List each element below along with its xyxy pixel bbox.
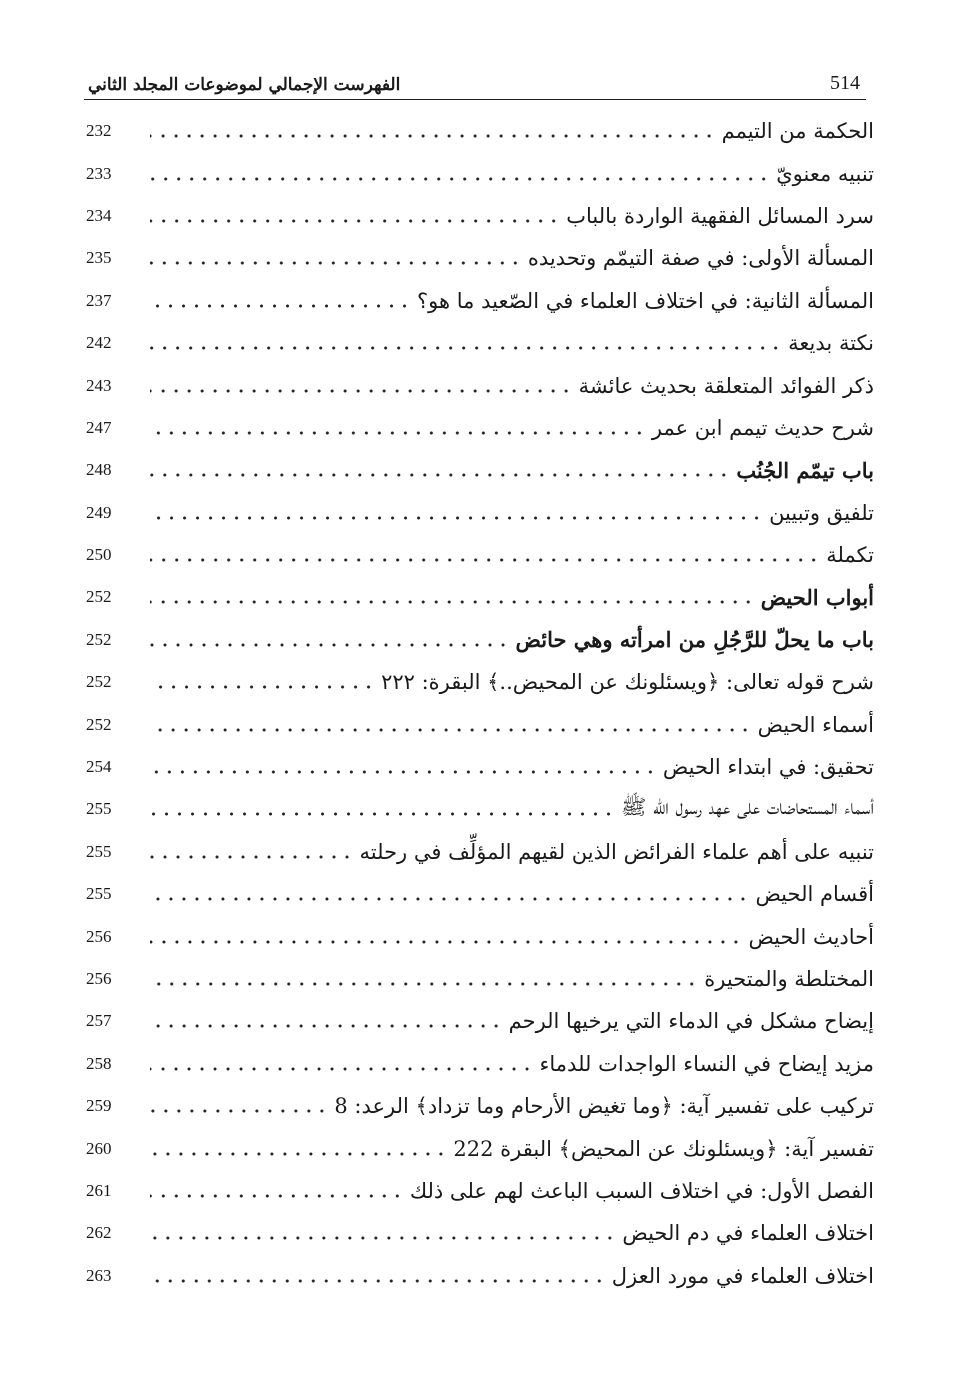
toc-entry (84, 873, 874, 915)
toc-entry (84, 661, 874, 703)
dot-leader (150, 936, 742, 948)
toc-title: تلفيق وتبيين (769, 500, 874, 525)
dot-leader (150, 215, 560, 227)
toc-title: الحكمة من التيمم (721, 119, 874, 144)
toc-title: المسألة الثانية: في اختلاف العلماء في الصّعيد ما هو؟ (417, 288, 874, 313)
toc-page-number: 261 (86, 1180, 112, 1200)
toc-page-number: 260 (86, 1138, 112, 1158)
dot-leader (150, 808, 615, 820)
toc-title: المختلطة والمتحيرة (704, 967, 874, 991)
dot-leader (150, 257, 522, 269)
page-header (84, 58, 866, 100)
toc-title: تكملة (826, 543, 874, 568)
toc-entry (84, 322, 874, 364)
toc-title: أقسام الحيض (755, 882, 874, 907)
dot-leader (150, 554, 820, 566)
toc-page-number: 262 (86, 1223, 112, 1243)
dot-leader (150, 385, 573, 397)
toc-entry (84, 958, 874, 1000)
toc-page-number: 248 (86, 460, 112, 480)
toc-entry (84, 831, 874, 873)
toc-title: أسماء المستحاضات على عهد رسول الله ﷺ (621, 794, 874, 819)
toc-title: تنبيه معنويّ (776, 161, 874, 186)
toc-page-number: 254 (86, 757, 112, 777)
dot-leader (150, 1063, 534, 1075)
dot-leader (150, 173, 770, 185)
toc-page-number: 247 (86, 417, 112, 437)
toc-entry (84, 534, 874, 576)
toc-page-number: 252 (86, 587, 112, 607)
toc-entry (84, 1085, 874, 1127)
dot-leader (150, 130, 716, 142)
dot-leader (150, 978, 698, 990)
toc-entry (84, 449, 874, 491)
dot-leader (150, 851, 354, 863)
toc-title: تنبيه على أهم علماء الفرائض الذين لقيهم المؤلِّف في رحلته (359, 839, 874, 864)
toc-entry (84, 576, 874, 618)
toc-entry (84, 110, 874, 152)
toc-title: إيضاح مشكل في الدماء التي يرخيها الرحم (508, 1009, 874, 1034)
toc-title: تحقيق: في ابتداء الحيض (662, 755, 874, 780)
toc-title: المسألة الأولى: في صفة التيمّم وتحديده (527, 246, 874, 271)
toc-entry (84, 1255, 874, 1297)
toc-title: شرح قوله تعالى: ﴿ويسئلونك عن المحيض..﴾ البقرة: ٢٢٢ (381, 670, 874, 695)
toc-title: اختلاف العلماء في مورد العزل (611, 1263, 874, 1288)
dot-leader (150, 469, 730, 481)
toc-entry (84, 492, 874, 534)
toc-page-number: 252 (86, 629, 112, 649)
toc-page-number: 233 (86, 163, 112, 183)
toc-page-number: 249 (86, 502, 112, 522)
toc-entry (84, 788, 874, 830)
toc-page-number: 232 (86, 121, 112, 141)
toc-page-number: 256 (86, 926, 112, 946)
toc-title: سرد المسائل الفقهية الواردة بالباب (566, 203, 874, 228)
dot-leader (150, 342, 782, 354)
dot-leader (150, 1020, 503, 1032)
toc-page-number: 234 (86, 205, 112, 225)
toc-title: شرح حديث تيمم ابن عمر (651, 415, 874, 440)
table-of-contents (84, 110, 874, 1297)
toc-entry (84, 1212, 874, 1254)
toc-title: أبواب الحيض (760, 584, 874, 610)
dot-leader (150, 427, 646, 439)
toc-page-number: 255 (86, 799, 112, 819)
dot-leader (150, 766, 657, 778)
toc-title: اختلاف العلماء في دم الحيض (622, 1221, 874, 1246)
dot-leader (150, 596, 755, 608)
toc-page-number: 235 (86, 248, 112, 268)
dot-leader (150, 681, 375, 693)
toc-title: أسماء الحيض (757, 712, 874, 737)
dot-leader (150, 639, 510, 651)
dot-leader (150, 1105, 328, 1117)
toc-page-number: 255 (86, 841, 112, 861)
toc-title: باب تيمّم الجُنُب (736, 457, 874, 483)
toc-title: أحاديث الحيض (748, 924, 874, 949)
toc-entry (84, 1127, 874, 1169)
toc-entry (84, 1043, 874, 1085)
dot-leader (150, 1148, 447, 1160)
toc-page-number: 252 (86, 672, 112, 692)
toc-entry (84, 1170, 874, 1212)
toc-page-number: 255 (86, 884, 112, 904)
toc-page-number: 258 (86, 1053, 112, 1073)
toc-page-number: 256 (86, 969, 112, 988)
toc-page-number: 250 (86, 545, 112, 565)
toc-page-number: 259 (86, 1096, 112, 1116)
dot-leader (150, 300, 411, 312)
toc-page-number: 243 (86, 375, 112, 395)
dot-leader (150, 1275, 606, 1287)
toc-entry (84, 152, 874, 194)
toc-page-number: 242 (86, 333, 112, 353)
toc-page-number: 263 (86, 1265, 112, 1285)
toc-title: باب ما يحلّ للرَّجُلِ من امرأته وهي حائض (515, 627, 874, 653)
running-title: الفهرست الإجمالي لموضوعات المجلد الثاني (88, 75, 401, 95)
toc-entry (84, 407, 874, 449)
dot-leader (150, 512, 763, 524)
dot-leader (150, 1232, 616, 1244)
toc-title: تفسير آية: ﴿ويسئلونك عن المحيض﴾ البقرة 222 (453, 1136, 874, 1161)
toc-entry (84, 619, 874, 661)
page-number: 514 (830, 72, 860, 94)
toc-entry (84, 703, 874, 745)
toc-entry (84, 915, 874, 957)
dot-leader (150, 893, 749, 905)
toc-page-number: 237 (86, 290, 112, 310)
toc-page-number: 257 (86, 1011, 112, 1031)
toc-title: مزيد إيضاح في النساء الواجدات للدماء (539, 1051, 874, 1076)
toc-entry (84, 280, 874, 322)
dot-leader (150, 724, 752, 736)
toc-title: ذكر الفوائد المتعلقة بحديث عائشة (578, 373, 874, 398)
toc-title: الفصل الأول: في اختلاف السبب الباعث لهم على ذلك (409, 1178, 874, 1203)
toc-page-number: 252 (86, 714, 112, 734)
toc-entry (84, 746, 874, 788)
toc-entry (84, 237, 874, 279)
toc-entry (84, 364, 874, 406)
toc-title: نكتة بديعة (788, 331, 874, 356)
toc-title: تركيب على تفسير آية: ﴿وما تغيض الأرحام وما تزداد﴾ الرعد: 8 (334, 1094, 874, 1119)
toc-entry (84, 1000, 874, 1042)
toc-entry (84, 195, 874, 237)
dot-leader (150, 1190, 404, 1202)
